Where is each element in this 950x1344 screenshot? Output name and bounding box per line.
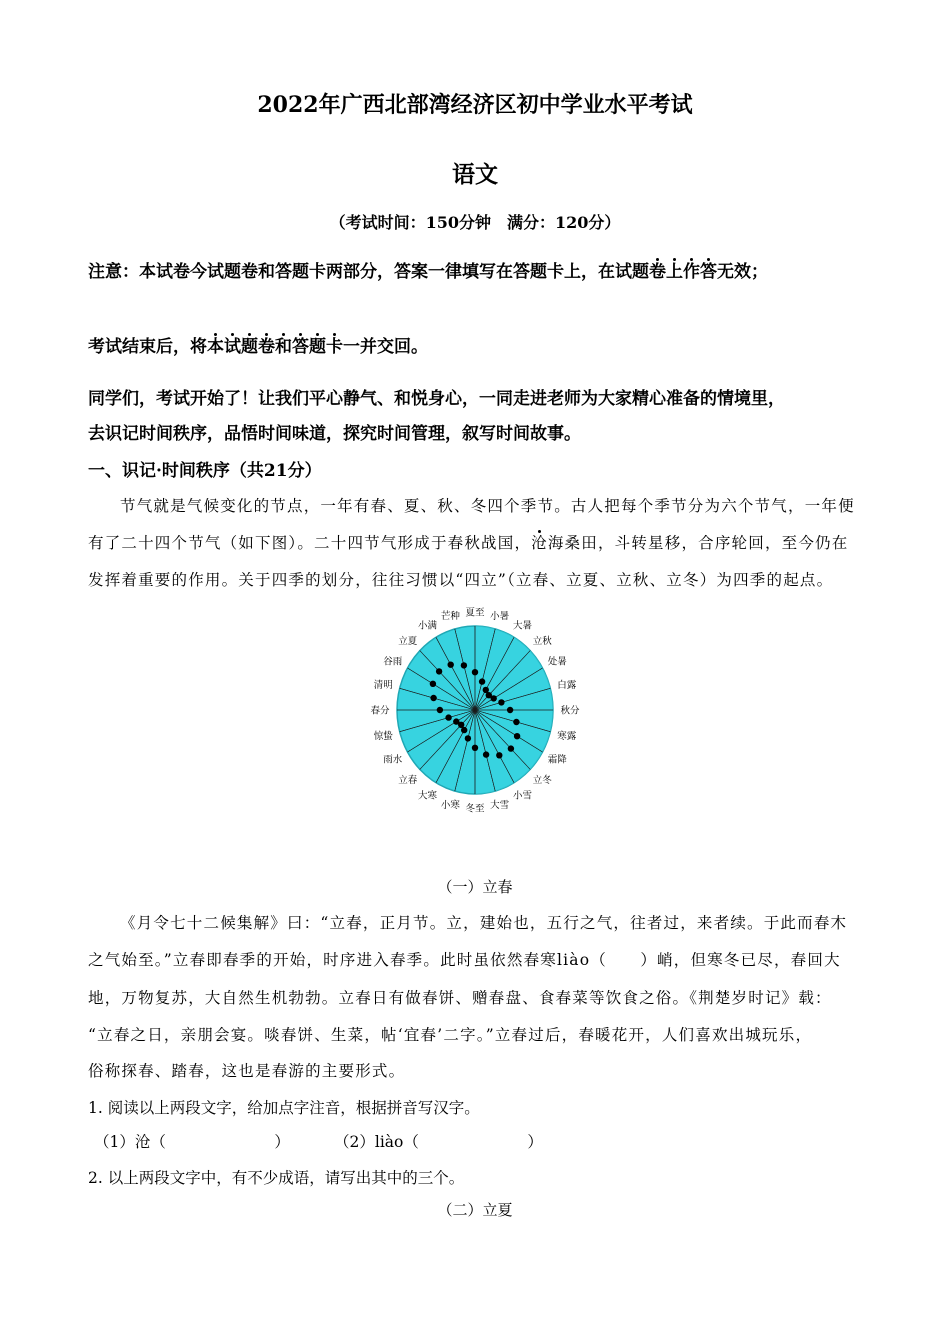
solar-term-label: 大寒	[417, 790, 438, 802]
paragraph-line: 俗称探春、踏春，这也是春游的主要形式。	[88, 1062, 406, 1080]
solar-term-label: 秋分	[560, 705, 580, 717]
notice-line-2-suffix: 一并交回。	[343, 337, 428, 357]
paragraph-line: 之气始至。”立春即春季的开始，时序进入春季。此时虽依然春寒liào（ ）峭，但寒冬已尽，春回大	[88, 951, 841, 969]
dotted-char: 沧	[531, 534, 548, 552]
solar-term-label: 大雪	[490, 800, 510, 812]
paragraph-segment: 有了二十四个节气（如下图）。二十四节气形成于春秋战国，	[88, 534, 532, 552]
solar-term-label: 小满	[417, 620, 438, 632]
wheel-dot	[507, 707, 513, 713]
wheel-dot	[436, 668, 442, 674]
solar-term-label: 小暑	[490, 610, 510, 622]
dotted-char: 卷	[649, 262, 666, 282]
wheel-dot	[430, 681, 436, 687]
wheel-dot	[491, 695, 497, 701]
dotted-char: 题	[241, 337, 258, 357]
exam-title: 2022年广西北部湾经济区初中学业水平考试	[257, 92, 693, 118]
solar-term-label: 立春	[398, 774, 418, 786]
notice-line-1-prefix: 注意：本试卷今试题卷和答题卡两部分，答案一律填写在答题卡上，在试题	[88, 262, 649, 282]
wheel-dot	[472, 669, 478, 675]
wheel-dot	[514, 733, 520, 739]
wheel-dot	[448, 662, 454, 668]
solar-term-label: 寒露	[557, 730, 577, 742]
solar-term-label: 春分	[370, 705, 390, 717]
dotted-char: 试	[224, 337, 241, 357]
solar-term-label: 处暑	[547, 656, 567, 668]
solar-terms-diagram	[350, 605, 600, 815]
wheel-dot	[498, 699, 504, 705]
subsection-title: （二）立夏	[437, 1201, 513, 1219]
solar-term-label: 霜降	[547, 754, 567, 766]
solar-term-label: 大暑	[512, 620, 533, 632]
solar-term-label: 立夏	[398, 636, 418, 648]
paragraph-line: 地，万物复苏，大自然生机勃勃。立春日有做春饼、赠春盘、食春菜等饮食之俗。《荆楚岁时记》载：	[88, 989, 832, 1007]
wheel-dot	[513, 719, 519, 725]
dotted-char: 上	[666, 262, 683, 282]
paragraph-line: 节气就是气候变化的节点，一年有春、夏、秋、冬四个季节。古人把每个季节分为六个节气，一年便	[120, 497, 855, 515]
paragraph-line: 发挥着重要的作用。关于四季的划分，往往习惯以“四立”（立春、立夏、立秋、立冬）为四季的起点。	[88, 571, 834, 589]
dotted-char: 本	[207, 337, 224, 357]
wheel-dot	[508, 745, 514, 751]
wheel-dot	[465, 735, 471, 741]
question-1: 1. 阅读以上两段文字，给加点字注音，根据拼音写汉字。	[88, 1099, 480, 1117]
answer-blank-1[interactable]: （1）沧（ ）	[94, 1133, 290, 1151]
solar-term-label: 清明	[373, 680, 393, 692]
solar-term-label: 立秋	[532, 636, 552, 648]
answer-blank-2[interactable]: （2）liào（ ）	[334, 1133, 543, 1151]
question-2: 2. 以上两段文字中，有不少成语，请写出其中的三个。	[88, 1169, 465, 1187]
dotted-char: 卷	[258, 337, 275, 357]
wheel-dot	[445, 714, 451, 720]
paragraph-line	[88, 531, 848, 553]
paragraph-segment: 海桑田，斗转星移，合序轮回，至今仍在	[547, 534, 849, 552]
wheel-dot	[437, 707, 443, 713]
notice-line-2-dotted	[207, 337, 343, 357]
subsection-title: （一）立春	[437, 878, 513, 896]
solar-term-label: 小寒	[440, 800, 460, 812]
paragraph-line: 《月令七十二候集解》曰：“立春，正月节。立，建始也，五行之气，往者过，来者续。于此而春木	[120, 914, 848, 932]
notice-line-1	[88, 257, 768, 282]
exam-info: （考试时间：150分钟 满分：120分）	[329, 213, 621, 232]
section-heading: 一、识记·时间秩序（共21分）	[88, 461, 322, 481]
solar-term-label: 夏至	[465, 607, 485, 619]
dotted-char: 题	[309, 337, 326, 357]
dotted-char: 作	[683, 262, 700, 282]
wheel-dot	[453, 718, 459, 724]
dotted-char: 和	[275, 337, 292, 357]
wheel-dot	[472, 745, 478, 751]
solar-term-label: 雨水	[383, 754, 403, 766]
intro-line-1: 同学们，考试开始了！让我们平心静气、和悦身心，一同走进老师为大家精心准备的情境里，	[88, 389, 785, 409]
dotted-char: 答	[700, 262, 717, 282]
wheel-dot	[496, 752, 502, 758]
solar-term-label: 芒种	[440, 610, 460, 622]
dotted-char: 答	[292, 337, 309, 357]
solar-term-label: 立冬	[532, 774, 552, 786]
notice-line-2	[88, 332, 428, 357]
subject-title: 语文	[452, 161, 498, 188]
solar-term-label: 冬至	[465, 803, 485, 815]
solar-term-label: 惊蛰	[373, 730, 393, 742]
notice-line-1-suffix: 无效；	[717, 262, 768, 282]
solar-term-label: 小雪	[512, 790, 533, 802]
solar-term-label: 谷雨	[383, 656, 403, 668]
dotted-char: 卡	[326, 337, 343, 357]
intro-line-2: 去识记时间秩序，品悟时间味道，探究时间管理，叙写时间故事。	[88, 424, 581, 444]
wheel-dot	[461, 662, 467, 668]
wheel-dot	[483, 751, 489, 757]
wheel-dot	[430, 695, 436, 701]
notice-line-2-prefix: 考试结束后，将	[88, 337, 207, 357]
wheel-dot	[479, 678, 485, 684]
notice-line-1-dotted	[649, 262, 717, 282]
paragraph-line: “立春之日，亲朋会宴。啖春饼、生菜，帖‘宜春’二字。”立春过后，春暖花开，人们喜欢出城玩乐，	[88, 1026, 813, 1044]
solar-term-label: 白露	[557, 680, 577, 692]
